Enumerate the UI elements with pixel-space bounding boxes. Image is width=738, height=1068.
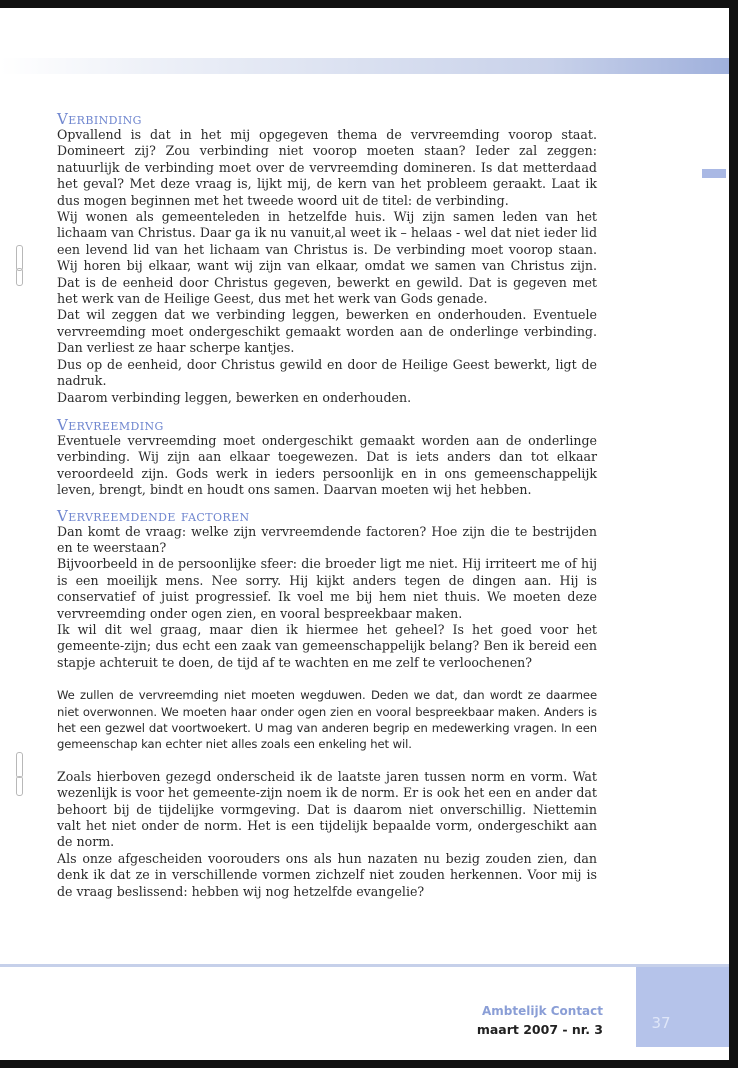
- scan-border-top: [0, 0, 738, 8]
- page-number: 37: [651, 1014, 671, 1032]
- footer-rule: [0, 964, 729, 967]
- paragraph: Dat wil zeggen dat we verbinding leggen, bewerken en onderhouden. Eventuele vervreemding moet ondergeschikt gemaakt worden aan de onderlinge verbinding. Dan verliest ze haar scherpe kantjes.: [57, 307, 597, 356]
- scan-border-right: [729, 0, 738, 1068]
- issue-info: maart 2007 - nr. 3: [476, 1022, 603, 1037]
- paragraph: Ik wil dit wel graag, maar dien ik hiermee het geheel? Is het goed voor het gemeente-zijn; dus echt een zaak van gemeenschappelijk belang? Ben ik bereid een stapje achteruit te doen, de tijd af te wachten en me zelf te verloochenen?: [57, 621, 597, 670]
- paragraph-gap: [57, 753, 597, 769]
- paragraph: Eventuele vervreemding moet ondergeschikt gemaakt worden aan de onderlinge verbinding. Wij zijn aan elkaar toegewezen. Dat is iets anders dan tot elkaar veroordeeld zijn. Gods werk in ieders persoonlijk en in ons gemeenschappelijk leven, brengt, bindt en houdt ons samen. Daarvan moeten wij het hebben.: [57, 432, 597, 498]
- paragraph-gap: [57, 671, 597, 687]
- header-color-band: [0, 58, 729, 74]
- paragraph: Als onze afgescheiden voorouders ons als hun nazaten nu bezig zouden zien, dan denk ik dat ze in verschillende vormen zichzelf niet zouden herkennen. Voor mij is de vraag beslissend: hebben wij nog hetzelfde evangelie?: [57, 850, 597, 899]
- paragraph: Daarom verbinding leggen, bewerken en onderhouden.: [57, 389, 412, 405]
- margin-tab-marker: [702, 169, 726, 178]
- binding-ring-mark: [16, 776, 23, 796]
- paragraph: Opvallend is dat in het mij opgegeven thema de vervreemding voorop staat. Domineert zij? Zou verbinding niet voorop moeten staan? Ieder zal zeggen: natuurlijk de verbinding moet over de vervreemding domineren. Is dat metterdaad het geval? Met deze vraag is, lijkt mij, de kern van het probleem geraakt. Laat ik dus mogen beginnen met het tweede woord uit de titel: de verbinding.: [57, 127, 597, 208]
- magazine-name: Ambtelijk Contact: [481, 1004, 603, 1018]
- section-heading-vervreemdende-factoren: Vervreemdende factoren: [57, 506, 250, 525]
- section-heading-vervreemding: Vervreemding: [57, 415, 164, 434]
- paragraph: We zullen de vervreemding niet moeten wegduwen. Deden we dat, dan wordt ze daarmee niet overwonnen. We moeten haar onder ogen zien en vooral bespreekbaar maken. Anders is het een gezwel dat voortwoekert. U mag van anderen begrip en medewerking vragen. In een gemeenschap kan echter niet alles zoals een enkeling het wil.: [57, 688, 597, 752]
- paragraph: Zoals hierboven gezegd onderscheid ik de laatste jaren tussen norm en vorm. Wat wezenlijk is voor het gemeente-zijn noem ik de norm. Er is ook het een en ander dat behoort bij de tijdelijke vormgeving. Dat is daarom niet onverschillig. Niettemin valt het niet onder de norm. Het is een tijdelijk bepaalde vorm, ondergeschikt aan de norm.: [57, 768, 597, 850]
- section-heading-verbinding: Verbinding: [57, 110, 142, 128]
- paragraph: Bijvoorbeeld in de persoonlijke sfeer: die broeder ligt me niet. Hij irriteert me of hij is een moeilijk mens. Nee sorry. Hij kijkt anders tegen de dingen aan. Hij is conservatief of juist progressief. Ik voel me bij hem niet thuis. We moeten deze vervreemding onder ogen zien, en vooral bespreekbaar maken.: [57, 556, 597, 621]
- scan-border-bottom: [0, 1060, 738, 1068]
- article-body: [57, 112, 597, 900]
- binding-ring-mark: [16, 268, 23, 286]
- binding-ring-mark: [16, 752, 23, 778]
- paragraph: Dan komt de vraag: welke zijn vervreemdende factoren? Hoe zijn die te bestrijden en te weerstaan?: [57, 523, 597, 555]
- paragraph: Wij wonen als gemeenteleden in hetzelfde huis. Wij zijn samen leden van het lichaam van Christus. Daar ga ik nu vanuit,al weet ik – helaas - wel dat niet ieder lid een levend lid van het lichaam van Christus is. De verbinding moet voorop staan. Wij horen bij elkaar, want wij zijn van elkaar, omdat we samen van Christus zijn. Dat is de eenheid door Christus gegeven, bewerkt en gewild. Dat is gegeven met het werk van de Heilige Geest, dus met het werk van Gods genade.: [57, 209, 597, 307]
- page-number-box: [636, 967, 729, 1047]
- paragraph: Dus op de eenheid, door Christus gewild en door de Heilige Geest bewerkt, ligt de nadruk.: [57, 356, 597, 389]
